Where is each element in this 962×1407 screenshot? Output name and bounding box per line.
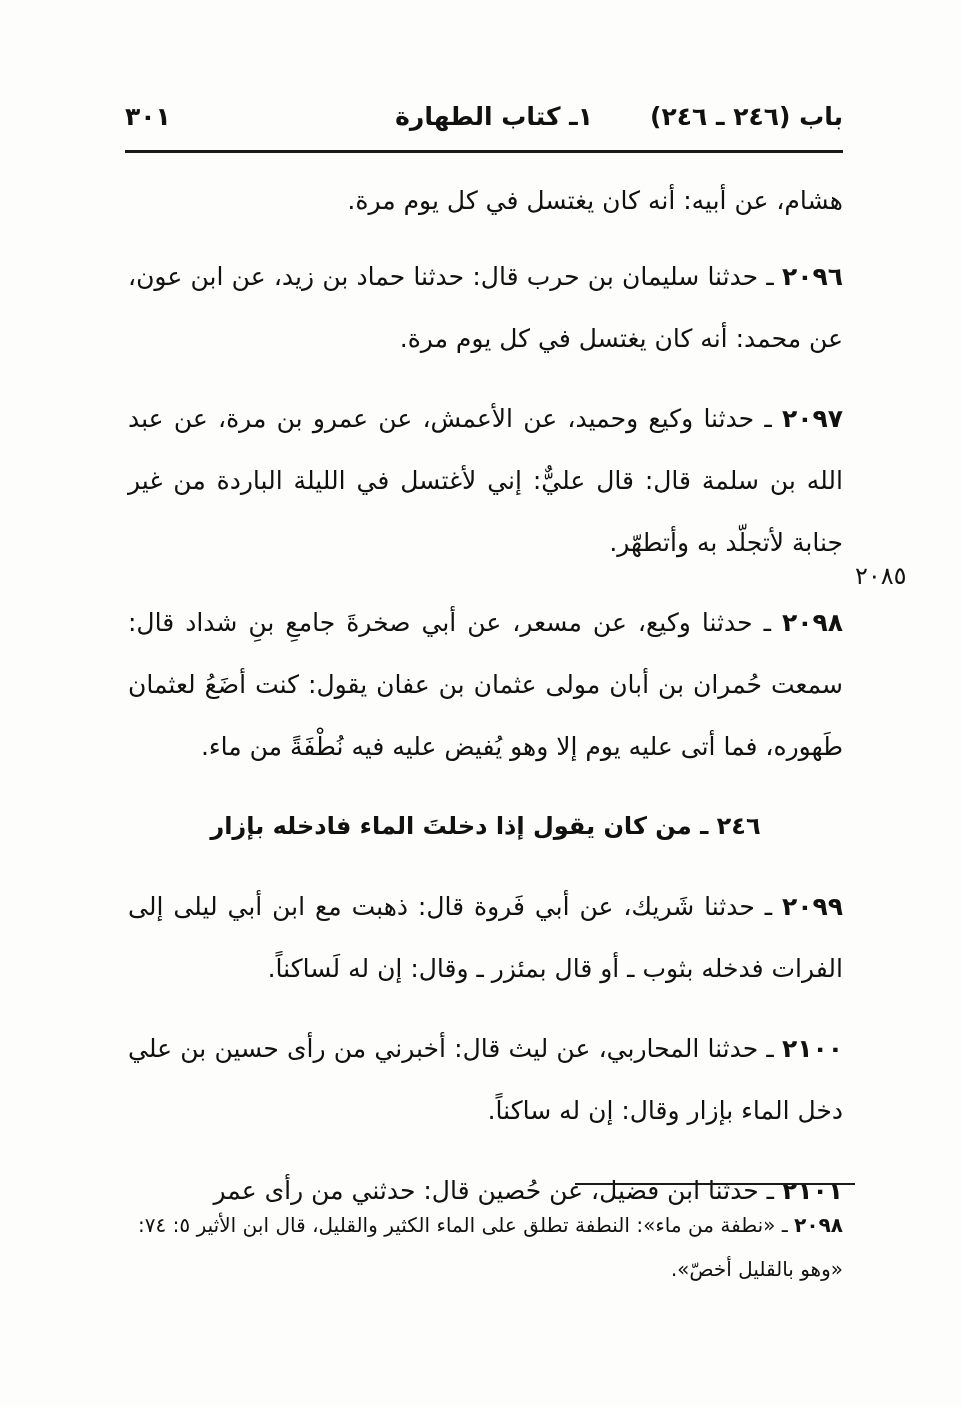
- paragraph-text: ـ حدثنا وكيع وحميد، عن الأعمش، عن عمرو بن مرة، عن عبد الله بن سلمة قال: قال عليٌّ: إني لأغتسل في الليلة الباردة من غير جنابة لأتجلّد به وأتطهّر.: [128, 404, 843, 557]
- hadith-paragraph: [128, 876, 843, 1000]
- paragraph-text: ـ حدثنا وكيع، عن مسعر، عن أبي صخرةَ جامعِ بنِ شداد قال: سمعت حُمران بن أبان مولى عثمان بن عفان يقول: كنت أضَعُ لعثمان طَهوره، فما أتى عليه يوم إلا وهو يُفيض عليه فيه نُطْفَةً من ماء.: [128, 608, 843, 761]
- paragraph-text: ـ حدثنا شَريك، عن أبي فَروة قال: ذهبت مع ابن أبي ليلى إلى الفرات فدخله بثوب ـ أو قال بمئزر ـ وقال: إن له لَساكناً.: [128, 892, 843, 983]
- hadith-paragraph: [128, 388, 843, 574]
- hadith-number: ٢١٠٠: [781, 1034, 843, 1063]
- header-chapter: باب (٢٤٦ ـ ٢٤٦): [650, 102, 843, 131]
- footnote: [138, 1203, 843, 1291]
- footnote-rule: [575, 1183, 855, 1185]
- paragraph-text: هشام، عن أبيه: أنه كان يغتسل في كل يوم مرة.: [347, 186, 843, 215]
- header-book-title: ١ـ كتاب الطهارة: [395, 102, 593, 131]
- main-text: [128, 170, 843, 1240]
- hadith-number: ٢٠٩٧: [781, 404, 843, 433]
- page-number: ٣٠١: [125, 102, 171, 131]
- hadith-paragraph: [128, 246, 843, 370]
- paragraph-continuation: [128, 170, 843, 232]
- footnote-number: ٢٠٩٨: [794, 1213, 843, 1237]
- hadith-paragraph: [128, 592, 843, 778]
- running-header: [125, 98, 843, 140]
- margin-number: ٢٠٨٥: [855, 562, 907, 590]
- hadith-number: ٢٠٩٩: [781, 892, 843, 921]
- header-rule: [125, 150, 843, 153]
- hadith-number: ٢٠٩٨: [781, 608, 843, 637]
- paragraph-text: ـ حدثنا سليمان بن حرب قال: حدثنا حماد بن زيد، عن ابن عون، عن محمد: أنه كان يغتسل في كل يوم مرة.: [128, 262, 843, 353]
- footnote-text: ـ «نطفة من ماء»: النطفة تطلق على الماء الكثير والقليل، قال ابن الأثير ٥: ٧٤: «وهو بالقليل أخصّ».: [138, 1213, 843, 1281]
- hadith-number: ٢١٠١: [781, 1176, 843, 1205]
- paragraph-text: ـ حدثنا ابن فضيل، عن حُصين قال: حدثني من رأى عمر: [213, 1176, 782, 1205]
- paragraph-text: ـ حدثنا المحاربي، عن ليث قال: أخبرني من رأى حسين بن علي دخل الماء بإزار وقال: إن له ساكناً.: [128, 1034, 843, 1125]
- section-heading: ٢٤٦ ـ من كان يقول إذا دخلتَ الماء فادخله بإزار: [210, 812, 761, 840]
- hadith-number: ٢٠٩٦: [781, 262, 843, 291]
- hadith-paragraph: [128, 1018, 843, 1142]
